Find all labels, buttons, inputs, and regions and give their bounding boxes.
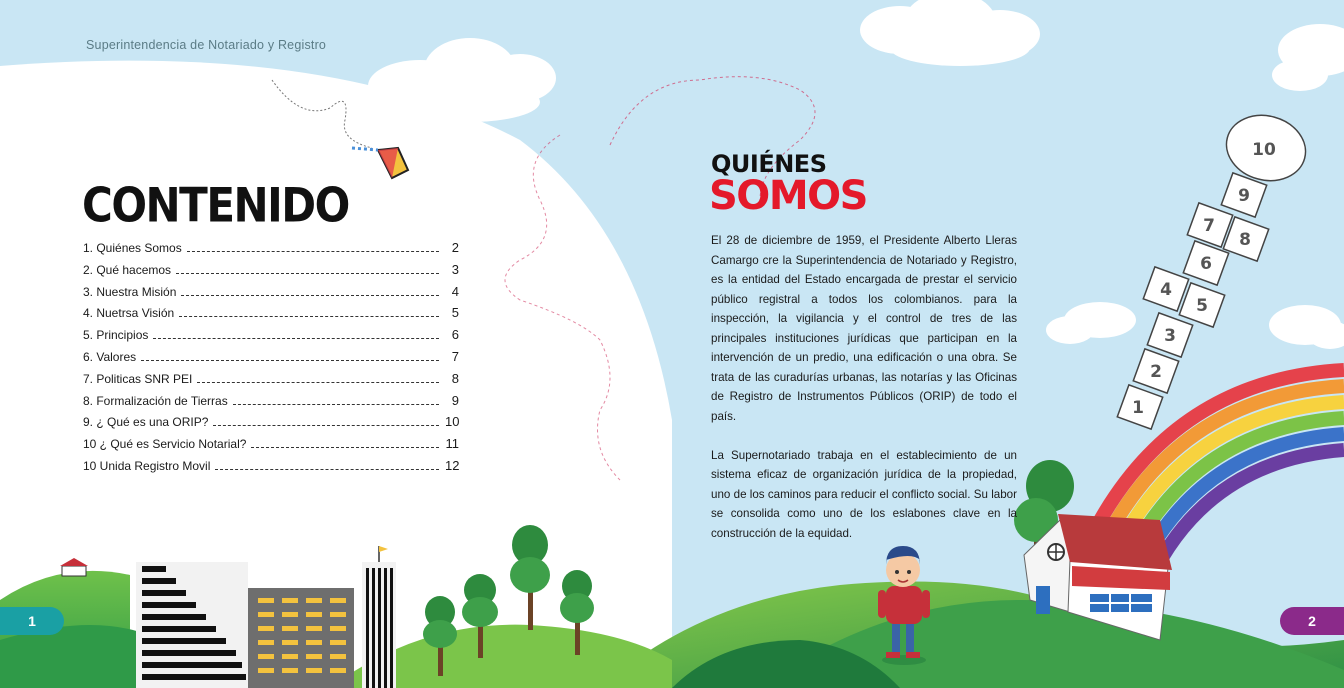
section-body (711, 231, 1017, 563)
toc-item-label: 7. Politicas SNR PEI (83, 371, 193, 386)
body-paragraph: El 28 de diciembre de 1959, el Presidente Alberto Lleras Camargo cre la Superintendencia de Notariado y Registro, es la entidad del Estado encargada de prestar el servicio público registral a todos los colombianos. para la inspección, la vigilancia y el control de tres de las principales instituciones jurídicas que participan en la intervención de un predio, una edificación o una obra. Se trata de las curadurías urbanas, las notarías y las Oficinas de Registro de Instrumentos Públicos (ORIP) de todo el país. (711, 234, 1017, 423)
toc-leader (153, 338, 439, 339)
hopscotch-number: 5 (1196, 296, 1208, 316)
toc-item-label: 1. Quiénes Somos (83, 241, 182, 255)
toc-item-label: 3. Nuestra Misión (83, 284, 177, 299)
toc-item-page: 5 (451, 305, 459, 321)
toc-leader (141, 360, 439, 361)
toc-leader (215, 469, 439, 470)
section-title-line2: SOMOS (709, 173, 867, 219)
toc-item-page: 12 (445, 457, 460, 473)
hopscotch-number: 3 (1164, 326, 1176, 346)
hopscotch-number: 1 (1132, 398, 1144, 418)
toc-item-label: 10 ¿ Qué es Servicio Notarial? (83, 437, 247, 452)
hopscotch-number: 7 (1203, 216, 1215, 236)
toc-item-page: 11 (445, 436, 459, 452)
building-icon (248, 588, 354, 688)
toc-leader (197, 382, 439, 383)
toc-item[interactable] (83, 327, 459, 349)
hopscotch-number: 9 (1238, 186, 1250, 206)
toc-item-label: 8. Formalización de Tierras (83, 393, 228, 408)
toc-item-page: 6 (451, 327, 459, 343)
hopscotch-number: 8 (1239, 230, 1251, 250)
toc-leader (176, 273, 439, 274)
toc-item-label: 9. ¿ Qué es una ORIP? (83, 415, 209, 430)
toc-item[interactable] (83, 262, 459, 284)
hopscotch-number: 10 (1252, 140, 1276, 160)
page-number-right: 2 (1280, 607, 1344, 635)
toc-item-page: 3 (451, 261, 459, 277)
hopscotch-number: 4 (1160, 280, 1172, 300)
toc-item-label: 2. Qué hacemos (83, 262, 172, 277)
toc-item[interactable] (83, 240, 459, 262)
hopscotch-number: 6 (1200, 254, 1212, 274)
toc-leader (233, 404, 439, 405)
toc-item[interactable] (83, 305, 459, 327)
toc-leader (187, 251, 439, 252)
toc-leader (213, 425, 439, 426)
body-paragraph: La Supernotariado trabaja en el establecimiento de un sistema eficaz de organización jurídica de la propiedad, uno de los caminos para reducir el conflicto social. Su labor se consolida como uno de los eslabones clave en la construcción de la equidad. (711, 448, 1017, 540)
toc-item-label: 6. Valores (83, 349, 137, 364)
section-title-line1: QUIÉNES (711, 150, 827, 178)
header-organization: Superintendencia de Notariado y Registro (86, 38, 327, 52)
toc-item-page: 10 (445, 414, 460, 430)
toc-item[interactable] (83, 371, 459, 393)
toc-item-page: 4 (451, 283, 459, 299)
page-number-left: 1 (0, 607, 64, 635)
toc-item[interactable] (83, 414, 459, 436)
toc-item[interactable] (83, 458, 459, 480)
hopscotch-number: 2 (1150, 362, 1162, 382)
table-of-contents (83, 240, 459, 480)
building-icon (136, 562, 248, 688)
toc-item-page: 2 (451, 240, 459, 255)
toc-item-label: 5. Principios (83, 328, 149, 343)
toc-item[interactable] (83, 393, 459, 415)
toc-title: CONTENIDO (82, 178, 349, 233)
toc-item-label: 4. Nuetrsa Visión (83, 306, 175, 321)
toc-leader (251, 447, 439, 448)
toc-item[interactable] (83, 284, 459, 306)
toc-item-label: 10 Unida Registro Movil (83, 458, 211, 473)
toc-item[interactable] (83, 349, 459, 371)
toc-leader (179, 316, 439, 317)
toc-leader (181, 295, 439, 296)
toc-item-page: 8 (451, 370, 459, 386)
toc-item-page: 9 (451, 392, 459, 408)
building-icon (362, 546, 396, 688)
toc-item[interactable] (83, 436, 459, 458)
toc-item-page: 7 (451, 348, 459, 364)
